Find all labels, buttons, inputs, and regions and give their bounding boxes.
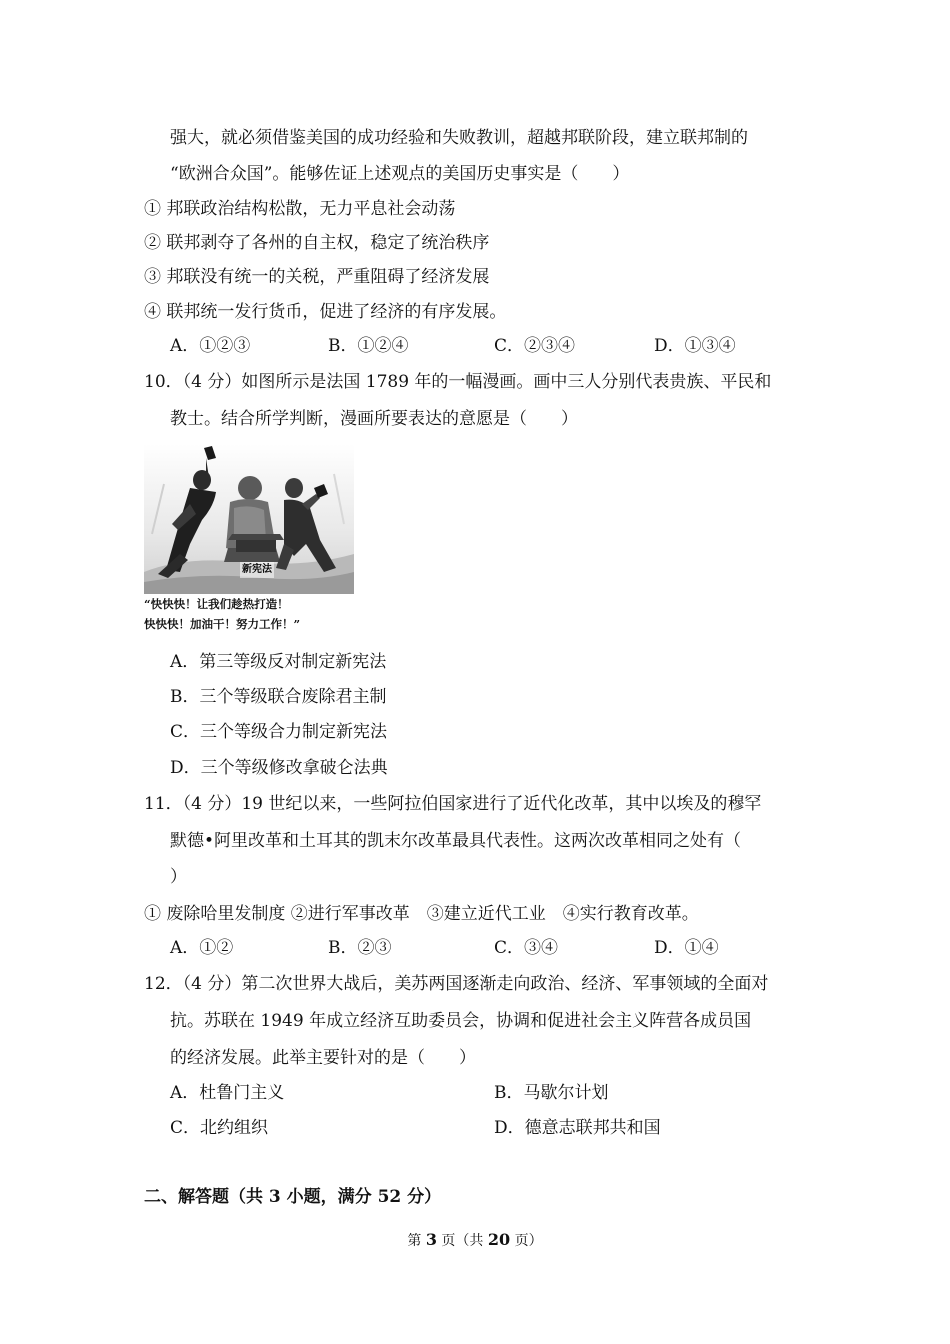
page-footer — [0, 1230, 950, 1250]
footer-suffix: 页） — [510, 1233, 543, 1249]
q9-option-a: A．①②③ — [170, 336, 251, 356]
q12-option-c: C．北约组织 — [170, 1118, 269, 1138]
q12-stem-line1: 12．（4 分）第二次世界大战后，美苏两国逐渐走向政治、经济、军事领域的全面对 — [144, 974, 769, 994]
q11-option-c: C．③④ — [494, 938, 559, 958]
q10-option-b: B．三个等级联合废除君主制 — [170, 687, 387, 707]
q9-stem-line1: 强大，就必须借鉴美国的成功经验和失败教训，超越邦联阶段，建立联邦制的 — [170, 128, 748, 148]
q10-option-d: D．三个等级修改拿破仑法典 — [170, 758, 388, 778]
q9-statement-2: ② 联邦剥夺了各州的自主权，稳定了统治秩序 — [144, 233, 490, 253]
footer-total-pages: 20 — [487, 1230, 511, 1249]
q10-stem-line1: 10．（4 分）如图所示是法国 1789 年的一幅漫画。画中三人分别代表贵族、平民和 — [144, 372, 772, 392]
q12-option-b: B．马歇尔计划 — [494, 1083, 609, 1103]
q10-option-a: A．第三等级反对制定新宪法 — [170, 652, 387, 672]
q11-statements: ① 废除哈里发制度 ②进行军事改革 ③建立近代工业 ④实行教育改革。 — [144, 904, 699, 924]
q12-option-a: A．杜鲁门主义 — [170, 1083, 285, 1103]
q12-stem-line3: 的经济发展。此举主要针对的是（ ） — [170, 1048, 476, 1068]
q11-stem-line2: 默德•阿里改革和土耳其的凯末尔改革最具代表性。这两次改革相同之处有（ — [170, 831, 742, 851]
q9-statement-3: ③ 邦联没有统一的关税，严重阻碍了经济发展 — [144, 267, 490, 287]
q11-option-a: A．①② — [170, 938, 234, 958]
q9-stem-line2: “欧洲合众国”。能够佐证上述观点的美国历史事实是（ ） — [170, 164, 630, 184]
q10-stem-line2: 教士。结合所学判断，漫画所要表达的意愿是（ ） — [170, 409, 578, 429]
cartoon-caption-line1: “快快快！让我们趁热打造！ — [144, 597, 289, 611]
q10-option-c: C．三个等级合力制定新宪法 — [170, 722, 388, 742]
q12-stem-line2: 抗。苏联在 1949 年成立经济互助委员会，协调和促进社会主义阵营各成员国 — [170, 1011, 752, 1031]
q9-statement-1: ① 邦联政治结构松散，无力平息社会动荡 — [144, 199, 456, 219]
cartoon-caption-line2: 快快快！加油干！努力工作！” — [144, 617, 301, 631]
q9-option-d: D．①③④ — [654, 336, 736, 356]
cartoon-label: 新宪法 — [240, 562, 274, 578]
q9-statement-4: ④ 联邦统一发行货币，促进了经济的有序发展。 — [144, 302, 507, 322]
footer-middle: 页（共 — [436, 1233, 488, 1249]
q11-option-d: D．①④ — [654, 938, 719, 958]
q11-stem-line3: ） — [170, 867, 187, 887]
q12-option-d: D．德意志联邦共和国 — [494, 1118, 661, 1138]
q11-stem-line1: 11．（4 分）19 世纪以来，一些阿拉伯国家进行了近代化改革，其中以埃及的穆罕 — [144, 794, 762, 814]
section-heading: 二、解答题（共 3 小题，满分 52 分） — [144, 1187, 442, 1207]
q9-option-b: B．①②④ — [328, 336, 409, 356]
footer-page-number: 3 — [425, 1230, 437, 1249]
q9-option-c: C．②③④ — [494, 336, 576, 356]
footer-prefix: 第 — [407, 1233, 426, 1249]
revolution-cartoon-image — [144, 444, 354, 594]
q11-option-b: B．②③ — [328, 938, 392, 958]
